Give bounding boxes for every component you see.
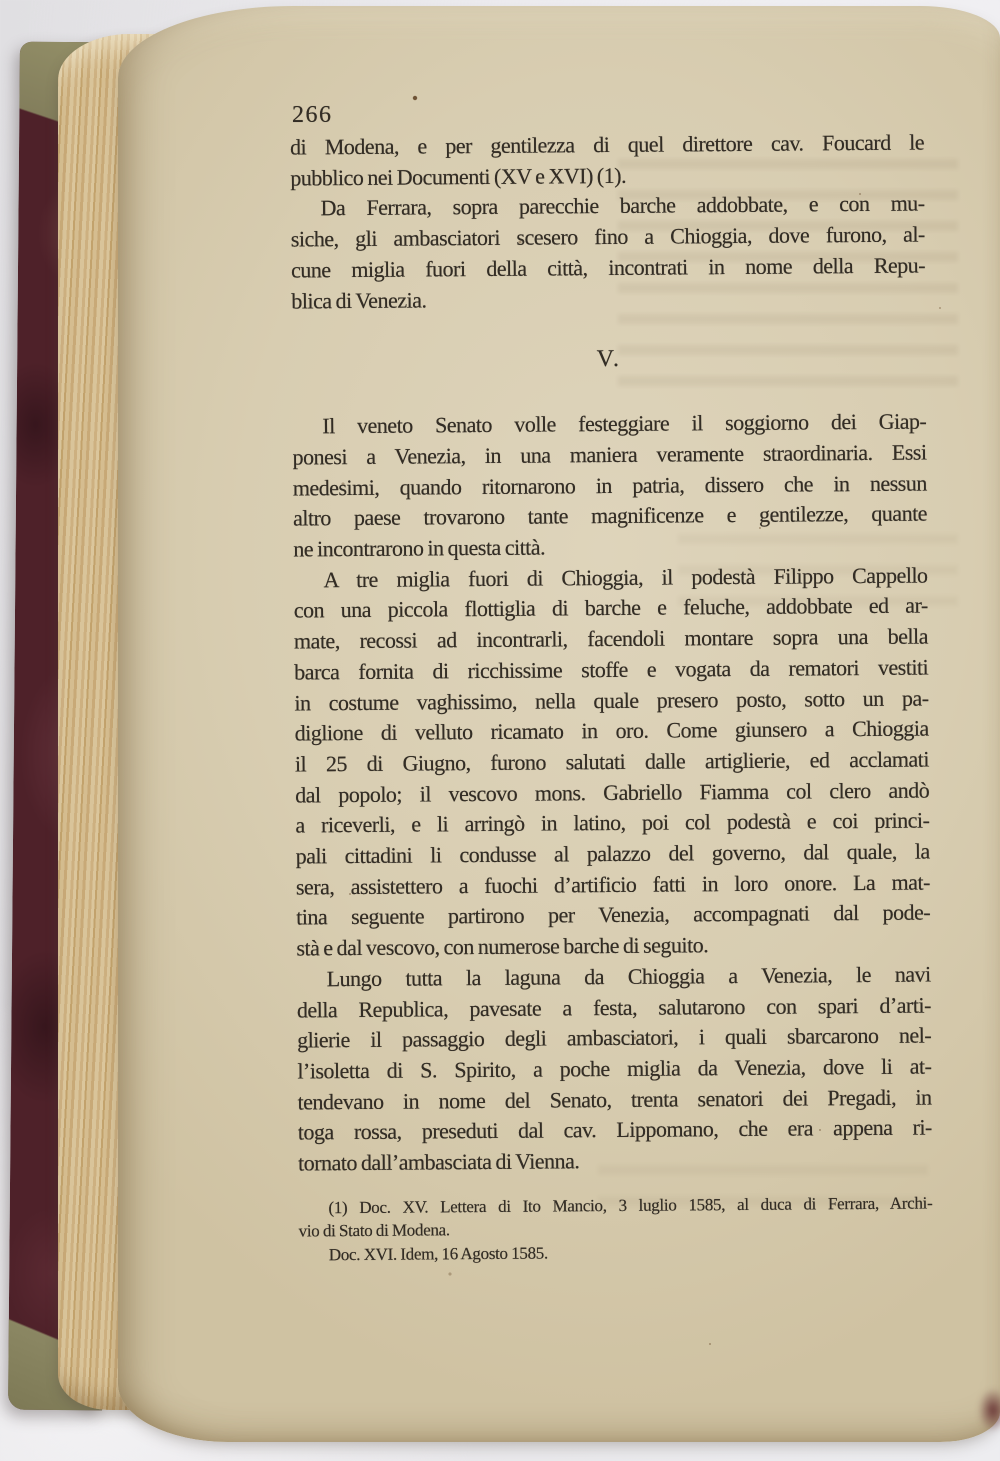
text-line: pubblico nei Documenti (XV e XVI) (1). (290, 162, 627, 191)
section-heading: V. (596, 346, 622, 373)
text-line: sera, assistettero a fuochi d’artificio fatti in loro onore. La mat- (295, 869, 931, 900)
cover-corner-glimpse (978, 1388, 1000, 1432)
text-line: in costume vaghissimo, nella quale presero posto, sotto un pa- (294, 685, 929, 716)
footnote-line: Doc. XVI. Idem, 16 Agosto 1585. (328, 1243, 549, 1265)
text-line: blica di Venezia. (291, 286, 427, 313)
text-line: barca fornita di ricchissime stoffe e vogata da rematori vestiti (294, 654, 929, 685)
text-line: l’isoletta di S. Spirito, a poche miglia da Venezia, dove li at- (297, 1053, 932, 1084)
paragraph (293, 560, 930, 964)
text-line: di Modena, e per gentilezza di quel direttore cav. Foucard le (290, 129, 925, 160)
text-line: della Republica, pavesate a festa, salutarono con spari d’arti- (296, 992, 931, 1023)
text-line: pali cittadini li condusse al palazzo del governo, dal quale, la (295, 838, 930, 869)
text-line: tendevano in nome del Senato, trenta senatori dei Pregadi, in (297, 1084, 932, 1115)
page-number: 266 (292, 102, 333, 128)
text-line: mate, recossi ad incontrarli, facendoli montare sopra una bella (293, 623, 929, 654)
text-line: tornato dall’ambasciata di Vienna. (298, 1148, 580, 1176)
footnote (298, 1191, 932, 1243)
text-line: toga rossa, preseduti dal cav. Lippomano, che era appena ri- (297, 1114, 932, 1145)
footnote-line: (1) Doc. XV. Lettera di Ito Mancio, 3 luglio 1585, al duca di Ferrara, Archi- (328, 1193, 933, 1218)
text-line: il 25 di Giugno, furono salutati dalle artiglierie, ed acclamati (294, 746, 930, 777)
text-line: cune miglia fuori della città, incontrati in nome della Repu- (290, 252, 926, 283)
text-line: con una piccola flottiglia di barche e feluche, addobbate ed ar- (293, 592, 928, 623)
text-line: A tre miglia fuori di Chioggia, il podestà Filippo Cappello (323, 562, 928, 592)
text-line: Il veneto Senato volle festeggiare il soggiorno dei Giap- (322, 408, 927, 439)
text-line: medesimi, quando ritornarono in patria, dissero che in nessun (292, 470, 927, 501)
footnote-line: vio di Stato di Modena. (298, 1220, 450, 1241)
paragraph (297, 959, 933, 1179)
text-line: siche, gli ambasciatori scesero fino a Chioggia, dove furono, al- (290, 221, 925, 252)
paragraph (290, 128, 924, 194)
paragraph (292, 407, 927, 565)
text-line: tina seguente partirono per Venezia, accompagnati dal pode- (296, 899, 931, 930)
text-line: ponesi a Venezia, in una maniera veramente straordinaria. Essi (292, 439, 927, 470)
text-block (290, 128, 933, 1267)
text-line: Lungo tutta la laguna da Chioggia a Venezia, le navi (326, 961, 931, 992)
book-page (118, 6, 1000, 1442)
text-line: ne incontrarono in questa città. (293, 534, 546, 562)
text-line: dal popolo; il vescovo mons. Gabriello Fiamma col clero andò (295, 777, 930, 808)
footnote (299, 1238, 933, 1266)
text-line: a riceverli, e li arringò in latino, poi col podestà e coi princi- (295, 807, 930, 838)
text-line: glierie il passaggio degli ambasciatori, i quali sbarcarono nel- (297, 1022, 932, 1053)
paragraph (290, 189, 925, 317)
text-line: altro paese trovarono tante magnificenze e gentilezze, quante (292, 500, 928, 531)
text-line: Da Ferrara, sopra parecchie barche addobbate, e con mu- (320, 190, 925, 221)
text-line: stà e dal vescovo, con numerose barche di seguito. (296, 932, 709, 961)
text-line: diglione di velluto ricamato in oro. Come giunsero a Chioggia (294, 715, 929, 746)
